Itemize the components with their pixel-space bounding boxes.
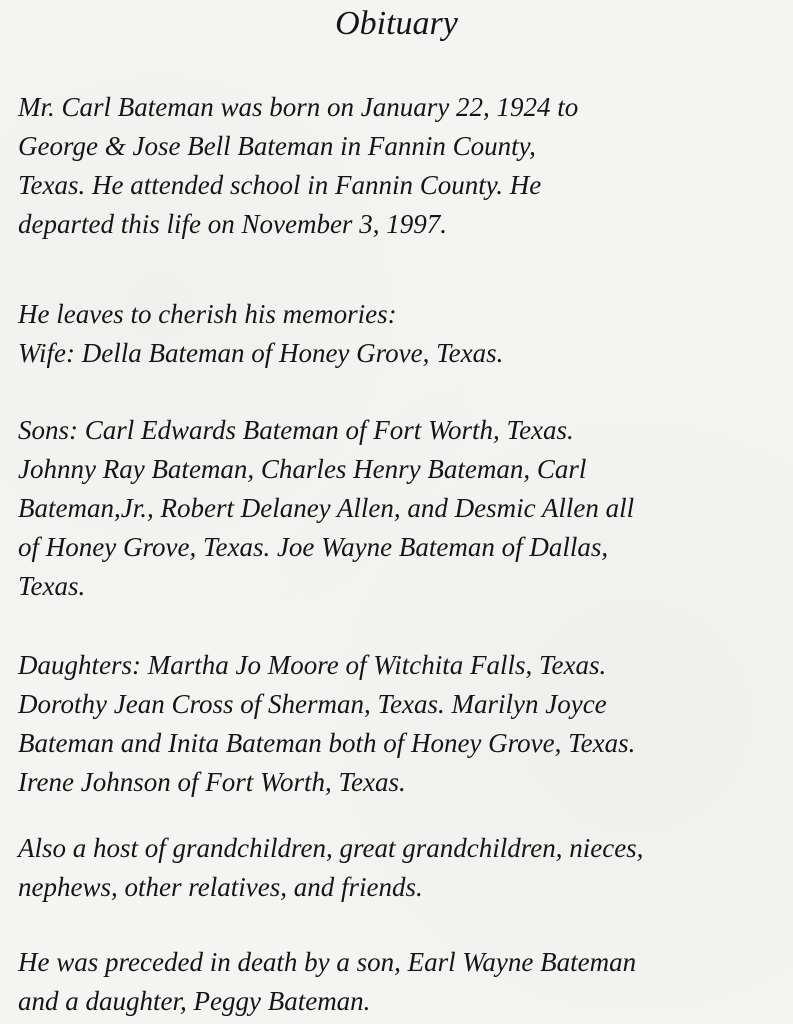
daughters-paragraph [18,646,788,802]
text-line: Bateman and Inita Bateman both of Honey Grove, Texas. [18,728,636,758]
extended-family-paragraph [18,829,788,907]
sons-paragraph [18,411,788,606]
text-line: Dorothy Jean Cross of Sherman, Texas. Marilyn Joyce [18,689,607,719]
text-line: He was preceded in death by a son, Earl Wayne Bateman [18,947,637,977]
text-line: of Honey Grove, Texas. Joe Wayne Bateman of Dallas, [18,532,609,562]
survivors-intro-paragraph [18,295,788,373]
text-line: He leaves to cherish his memories: [18,299,397,329]
text-line: nephews, other relatives, and friends. [18,872,423,902]
text-line: and a daughter, Peggy Bateman. [18,986,371,1016]
page-title: Obituary [335,5,458,42]
text-line: Texas. He attended school in Fannin County. He [18,170,542,200]
text-line: Also a host of grandchildren, great grandchildren, nieces, [18,833,644,863]
text-line: Mr. Carl Bateman was born on January 22, 1924 to [18,92,579,122]
birth-paragraph [18,88,788,244]
preceded-in-death-paragraph [18,943,788,1021]
text-line: Daughters: Martha Jo Moore of Witchita Falls, Texas. [18,650,607,680]
text-line: Wife: Della Bateman of Honey Grove, Texas. [18,338,504,368]
text-line: Bateman,Jr., Robert Delaney Allen, and Desmic Allen all [18,493,635,523]
text-line: George & Jose Bell Bateman in Fannin County, [18,131,536,161]
text-line: Irene Johnson of Fort Worth, Texas. [18,767,406,797]
text-line: Texas. [18,571,86,601]
text-line: departed this life on November 3, 1997. [18,209,447,239]
text-line: Sons: Carl Edwards Bateman of Fort Worth, Texas. [18,415,574,445]
text-line: Johnny Ray Bateman, Charles Henry Bateman, Carl [18,454,587,484]
